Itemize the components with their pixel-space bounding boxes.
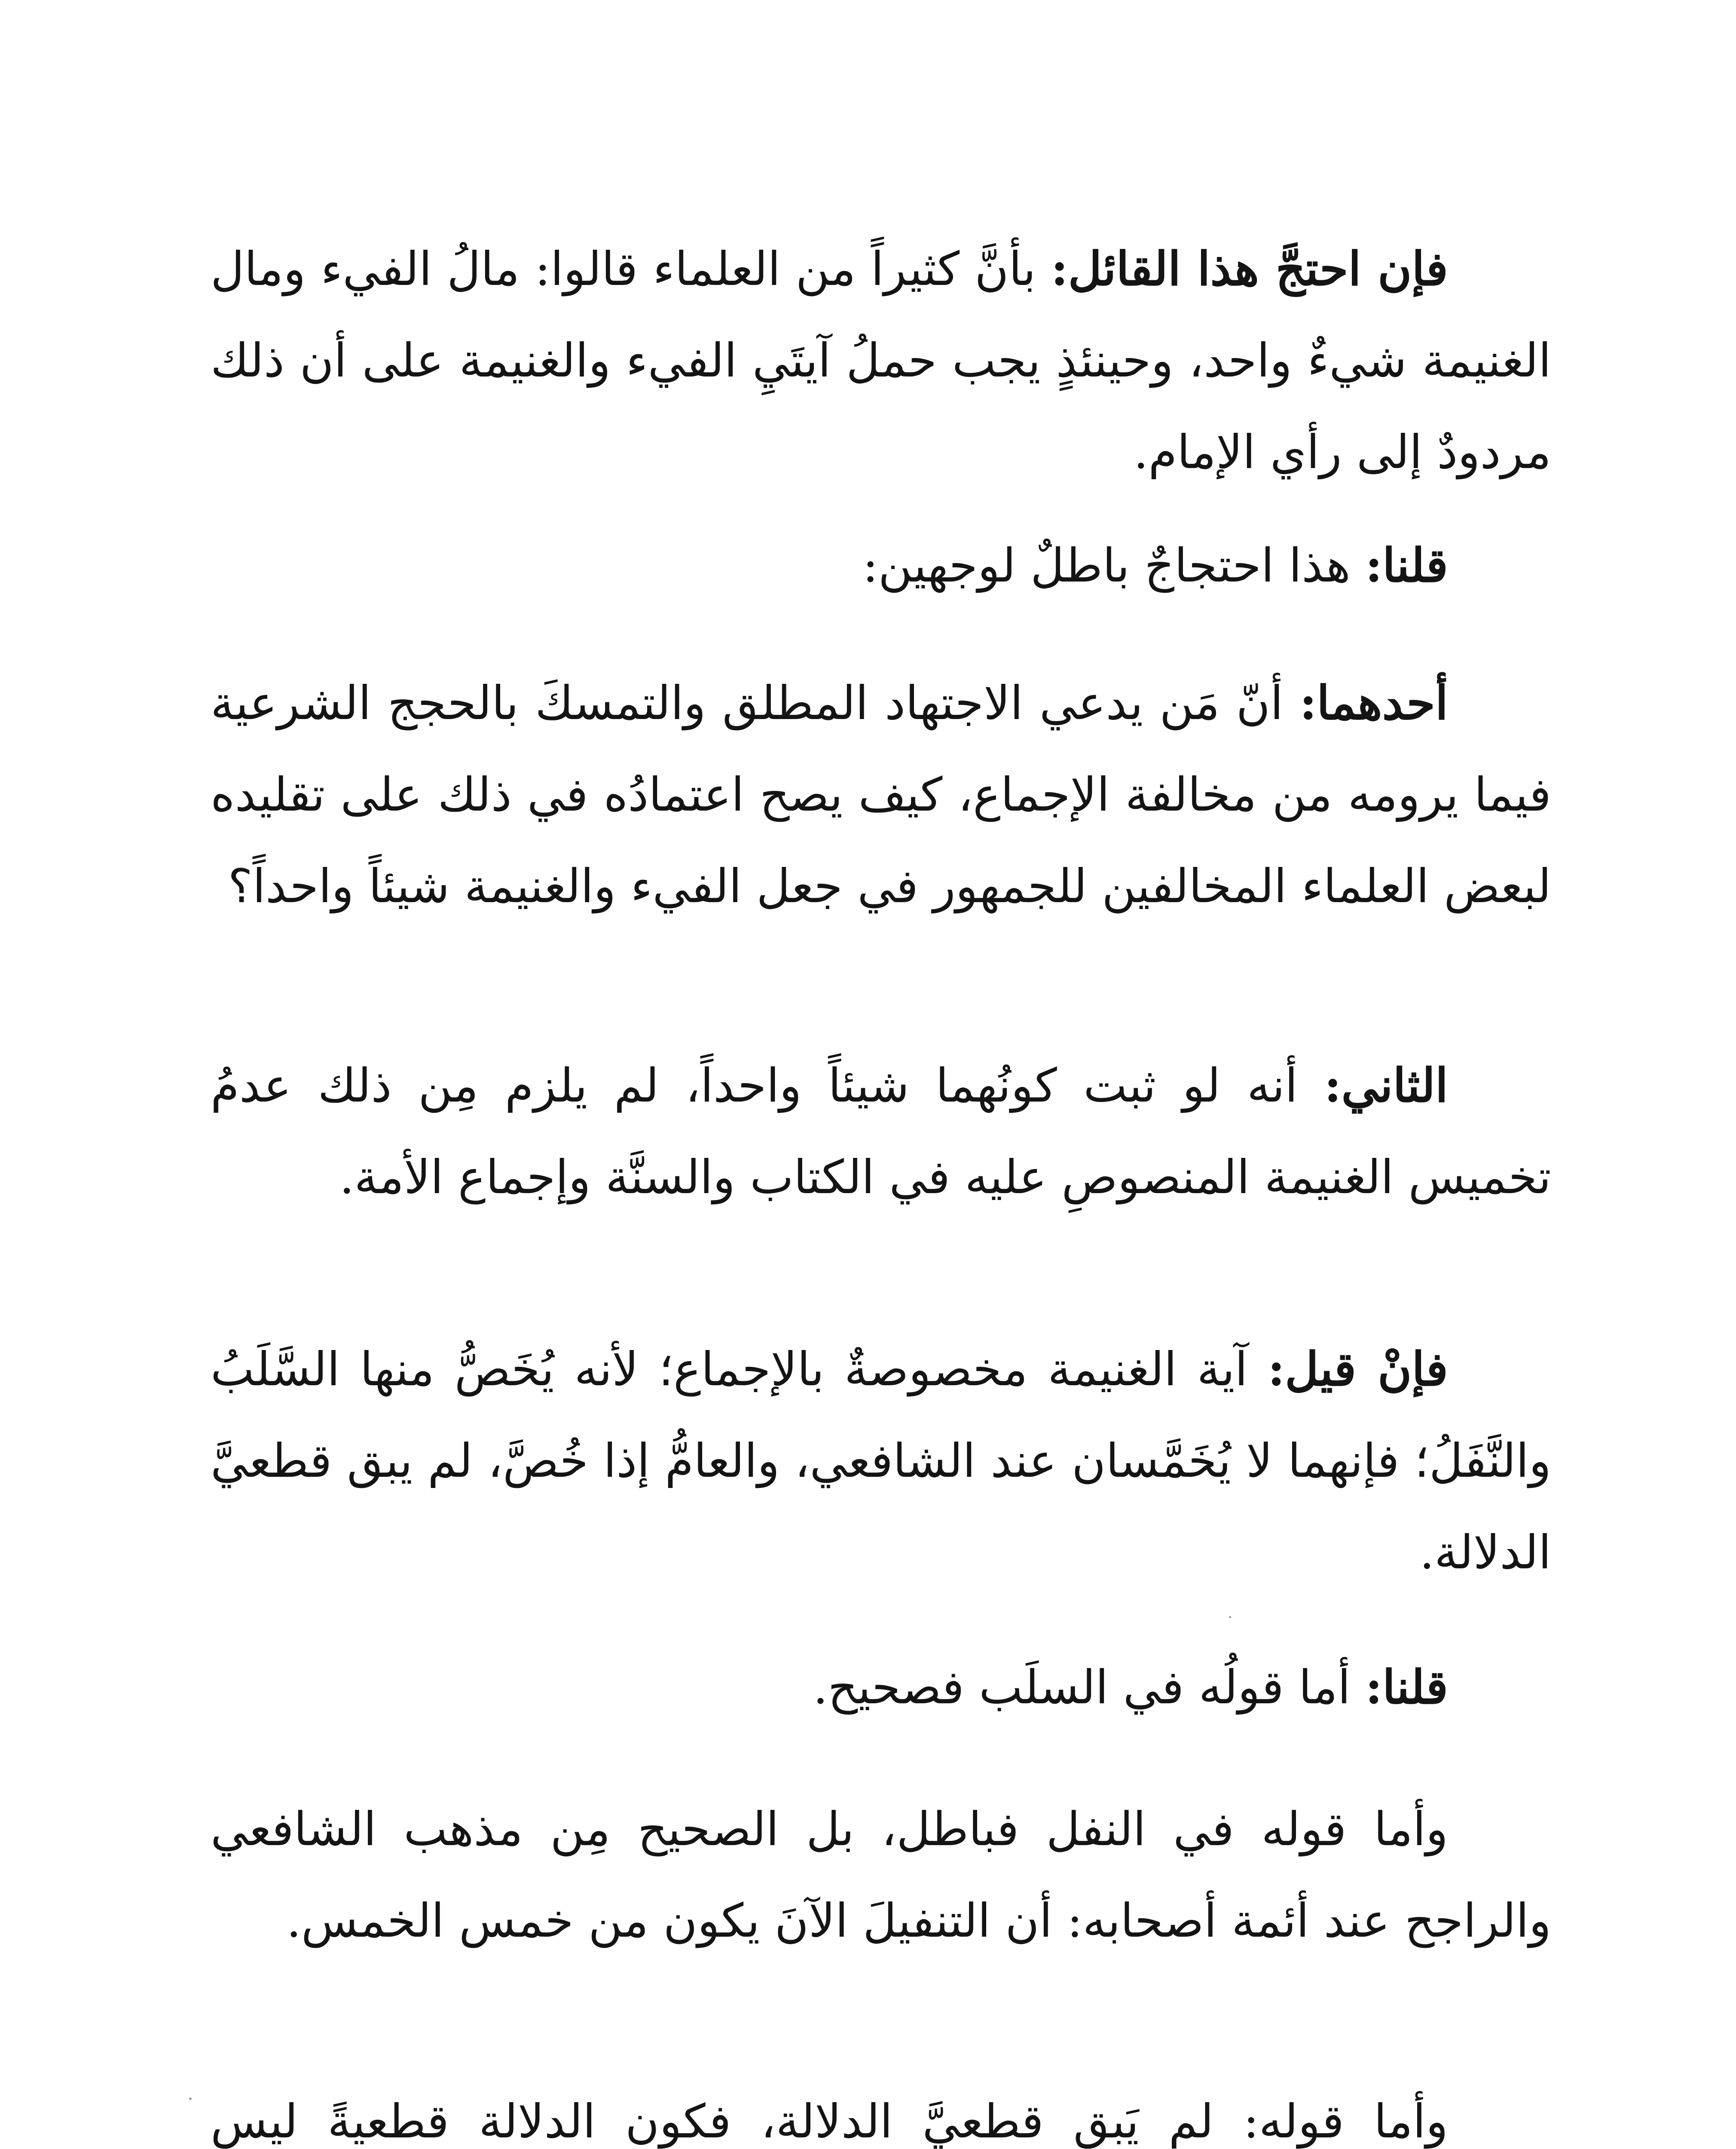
- paragraph-text: [211, 223, 1551, 498]
- paragraph-reply: [211, 520, 1551, 612]
- paragraph-reply-salab: [211, 1642, 1551, 1733]
- paper-speck: [189, 2097, 192, 2100]
- paragraph-lead: أحدهما:: [1299, 676, 1448, 730]
- paragraph-text: [211, 520, 1551, 612]
- paragraph-body: أنه لو ثبت كونُهما شيئاً واحداً، لم يلزم مِن ذلك عدمُ تخميس الغنيمة المنصوصِ عليه في الكتاب والسنَّة وإجماع الأمة.: [211, 1059, 1551, 1204]
- paragraph-text: [211, 658, 1551, 932]
- paragraph-text: [211, 1784, 1551, 1967]
- paragraph-body: أنّ مَن يدعي الاجتهاد المطلق والتمسكَ بالحجج الشرعية فيما يرومه من مخالفة الإجماع، كيف يصح اعتمادُه في ذلك على تقليده لبعض العلماء المخالفين للجمهور في جعل الفيء والغنيمة شيئاً واحداً؟: [211, 677, 1551, 913]
- paragraph-lead: قلنا:: [1365, 539, 1448, 593]
- paragraph-if-said: [211, 1324, 1551, 1598]
- paragraph-text: [211, 2076, 1551, 2149]
- paragraph-text: [211, 1040, 1551, 1223]
- paragraph-objection: [211, 223, 1551, 498]
- paragraph-lead: فإنْ قيل:: [1268, 1342, 1448, 1396]
- paragraph-first-aspect: [211, 658, 1551, 932]
- paragraph-text: [211, 1324, 1551, 1598]
- paragraph-body: وأما قوله: لم يَبق قطعيَّ الدلالة، فكون الدلالة قطعيةً ليس: [211, 2095, 1448, 2149]
- paragraph-text: [211, 1642, 1551, 1733]
- paragraph-lead: فإن احتجَّ هذا القائل:: [1051, 242, 1448, 296]
- paragraph-body: بأنَّ كثيراً من العلماء قالوا: مالُ الفيء ومال الغنيمة شيءٌ واحد، وحينئذٍ يجب حملُ آيتَيِ الفيء والغنيمة على أن ذلك مردودٌ إلى رأي الإمام.: [211, 242, 1551, 479]
- paragraph-body: هذا احتجاجٌ باطلٌ لوجهين:: [862, 539, 1351, 593]
- paragraph-body: أما قولُه في السلَب فصحيح.: [813, 1661, 1351, 1714]
- paper-speck: [1229, 1616, 1231, 1618]
- paragraph-body: آية الغنيمة مخصوصةٌ بالإجماع؛ لأنه يُخَصُّ منها السَّلَبُ والنَّفَلُ؛ فإنهما لا يُخَمَّسان عند الشافعي، والعامُّ إذا خُصَّ، لم يبق قطعيَّ الدلالة.: [211, 1343, 1551, 1580]
- paragraph-lead: قلنا:: [1365, 1660, 1448, 1714]
- paragraph-second-aspect: [211, 1040, 1551, 1223]
- paragraph-lead: الثاني:: [1324, 1059, 1448, 1113]
- paragraph-body: وأما قوله في النفل فباطل، بل الصحيح مِن مذهب الشافعي والراجح عند أئمة أصحابه: أن التنفيلَ الآنَ يكون من خمس الخمس.: [211, 1803, 1551, 1948]
- paragraph-nafal: [211, 1784, 1551, 1967]
- paragraph-conclusion: [211, 2076, 1551, 2149]
